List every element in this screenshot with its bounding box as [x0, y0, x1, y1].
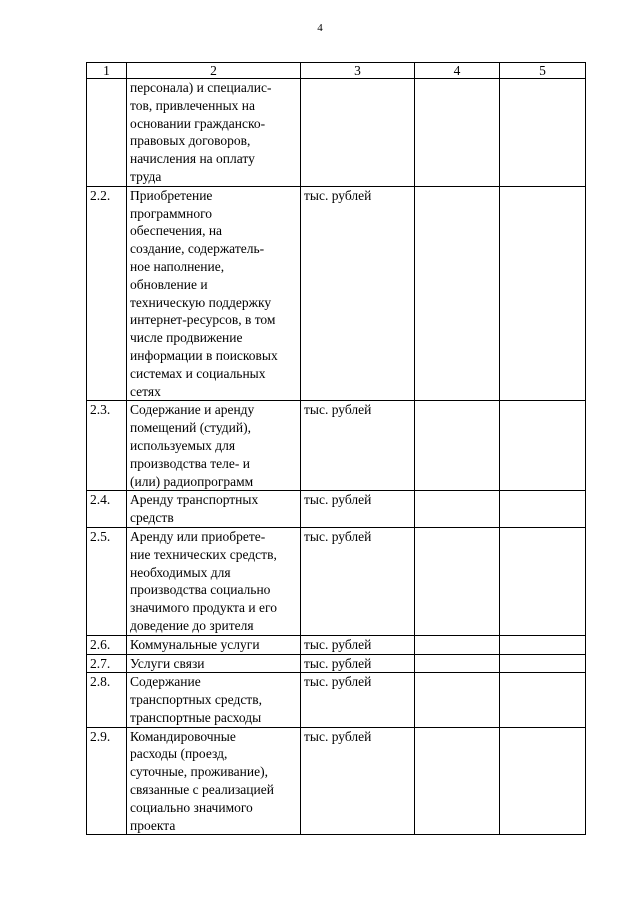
table-row: [87, 79, 586, 187]
row-number: 2.3.: [87, 401, 127, 491]
row-description: Содержание транспортных средств, транспортные расходы: [127, 673, 301, 727]
expense-table: [86, 62, 586, 835]
table-row: [87, 635, 586, 654]
table-row: [87, 401, 586, 491]
row-number: 2.4.: [87, 491, 127, 528]
row-col4: [415, 79, 500, 187]
table-row: [87, 491, 586, 528]
row-description: Коммунальные услуги: [127, 635, 301, 654]
column-header: 3: [301, 63, 415, 79]
row-col4: [415, 186, 500, 401]
page-number: 4: [317, 22, 323, 34]
row-number: 2.6.: [87, 635, 127, 654]
row-col5: [500, 186, 586, 401]
row-col5: [500, 635, 586, 654]
row-col4: [415, 527, 500, 635]
row-col5: [500, 654, 586, 673]
row-unit: тыс. рублей: [301, 654, 415, 673]
row-description: Командировочные расходы (проезд, суточные, проживание), связанные с реализацией социально значимого проекта: [127, 727, 301, 835]
row-number: 2.2.: [87, 186, 127, 401]
row-unit: тыс. рублей: [301, 727, 415, 835]
column-header: 5: [500, 63, 586, 79]
row-unit: тыс. рублей: [301, 635, 415, 654]
row-unit: тыс. рублей: [301, 491, 415, 528]
row-unit: тыс. рублей: [301, 527, 415, 635]
column-header: 4: [415, 63, 500, 79]
row-col5: [500, 79, 586, 187]
row-unit: тыс. рублей: [301, 186, 415, 401]
row-col4: [415, 491, 500, 528]
row-description: Услуги связи: [127, 654, 301, 673]
row-unit: тыс. рублей: [301, 401, 415, 491]
row-col4: [415, 673, 500, 727]
row-number: 2.9.: [87, 727, 127, 835]
row-description: Аренду или приобрете- ние технических средств, необходимых для производства социально значимого продукта и его доведение до зрителя: [127, 527, 301, 635]
column-header: 1: [87, 63, 127, 79]
row-col4: [415, 727, 500, 835]
row-number: [87, 79, 127, 187]
row-number: 2.8.: [87, 673, 127, 727]
column-header: 2: [127, 63, 301, 79]
table-row: [87, 186, 586, 401]
row-number: 2.5.: [87, 527, 127, 635]
row-col5: [500, 727, 586, 835]
row-col4: [415, 654, 500, 673]
row-col5: [500, 527, 586, 635]
row-description: Аренду транспортных средств: [127, 491, 301, 528]
row-unit: [301, 79, 415, 187]
row-description: Приобретение программного обеспечения, на создание, содержатель- ное наполнение, обновление и техническую поддержку интернет-ресурсов, в том числе продвижение информации в поисковых системах и социальных сетях: [127, 186, 301, 401]
table-row: [87, 654, 586, 673]
row-col5: [500, 673, 586, 727]
row-description: Содержание и аренду помещений (студий), используемых для производства теле- и (или) радиопрограмм: [127, 401, 301, 491]
row-number: 2.7.: [87, 654, 127, 673]
row-col4: [415, 401, 500, 491]
table-row: [87, 527, 586, 635]
row-unit: тыс. рублей: [301, 673, 415, 727]
row-col5: [500, 491, 586, 528]
row-description: персонала) и специалис- тов, привлеченных на основании гражданско- правовых договоров, начисления на оплату труда: [127, 79, 301, 187]
table-row: [87, 727, 586, 835]
row-col5: [500, 401, 586, 491]
table-header-row: [87, 63, 586, 79]
table-row: [87, 673, 586, 727]
row-col4: [415, 635, 500, 654]
